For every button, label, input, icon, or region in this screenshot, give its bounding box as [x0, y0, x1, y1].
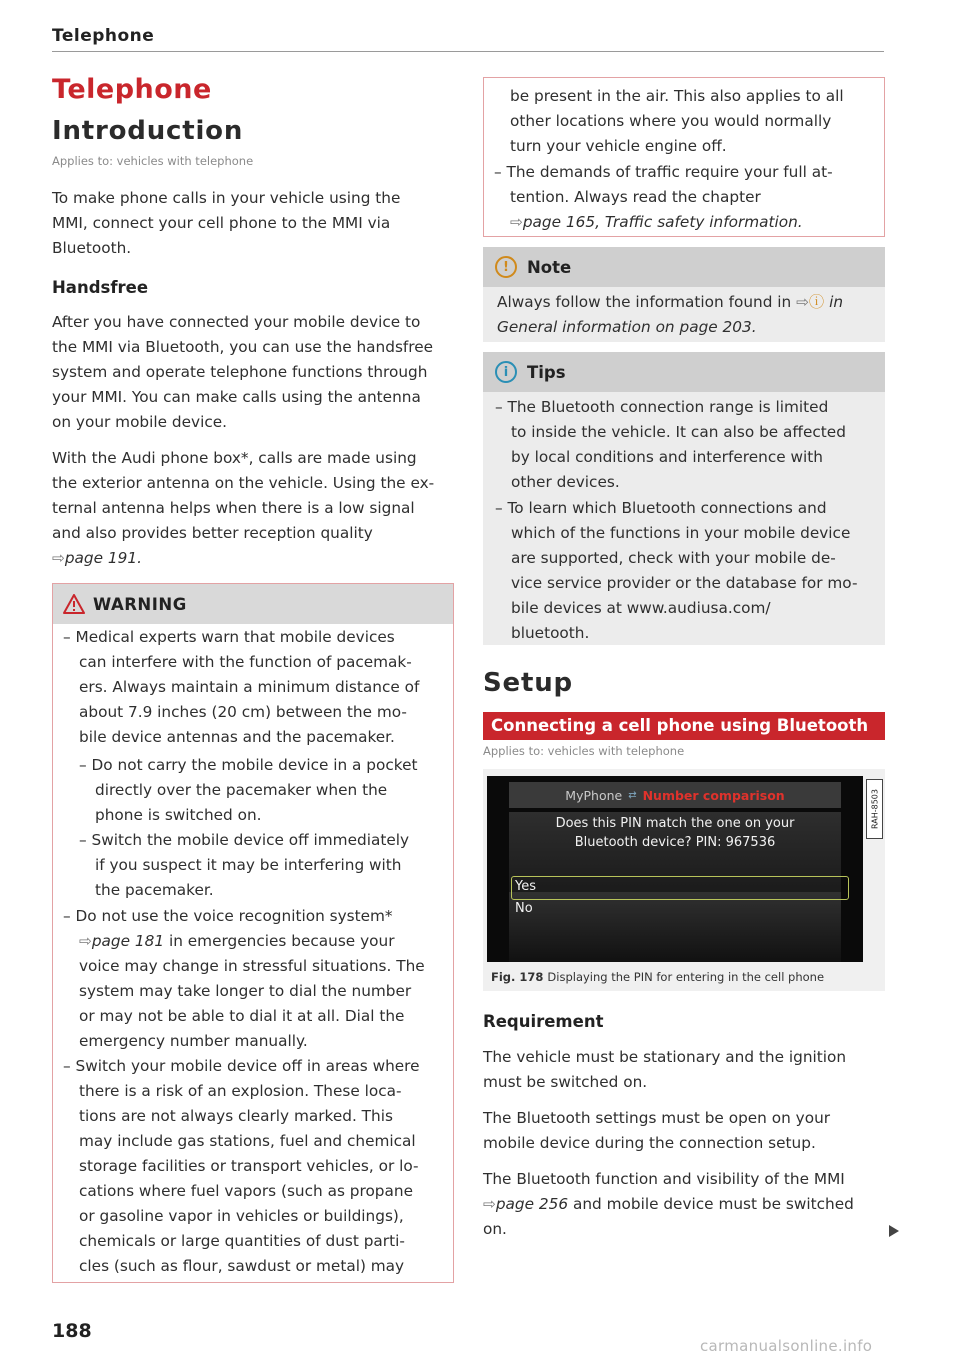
page-256-link[interactable] — [483, 1195, 568, 1213]
warning-line: may include gas stations, fuel and chemical — [79, 1132, 416, 1150]
warning-line: if you suspect it may be interfering with — [95, 856, 402, 874]
handsfree-line: your MMI. You can make calls using the antenna — [52, 388, 421, 406]
xref-text: page 256 — [495, 1195, 569, 1213]
warning-line-text: in emergencies because your — [168, 932, 395, 950]
phonebox-line: and also provides better reception quality — [52, 524, 373, 542]
phonebox-line: the exterior antenna on the vehicle. Using the ex- — [52, 474, 435, 492]
applies-note: Applies to: vehicles with telephone — [483, 744, 685, 758]
requirement-paragraph — [483, 1045, 846, 1095]
mmi-screen — [487, 776, 863, 962]
warning-triangle-icon — [63, 594, 85, 614]
warning-line: – Medical experts warn that mobile devices — [63, 628, 395, 646]
screen-title: Number comparison — [642, 787, 785, 803]
tips-box — [483, 352, 885, 645]
page-191-link[interactable] — [52, 546, 434, 571]
warning-continuation-box — [483, 77, 885, 237]
warning-line: – Switch your mobile device off in areas where — [63, 1057, 420, 1075]
warning-line: about 7.9 inches (20 cm) between the mo- — [79, 703, 407, 721]
warning-line: or gasoline vapor in vehicles or buildings), — [79, 1207, 404, 1225]
warning-line: cations where fuel vapors (such as propane — [79, 1182, 413, 1200]
section-title: Introduction — [52, 116, 244, 146]
warning-box — [52, 583, 454, 1283]
req-line — [483, 1192, 854, 1217]
warning-line: ers. Always maintain a minimum distance of — [79, 678, 420, 696]
figure-code: RAH-8503 — [870, 789, 879, 829]
warning-line: can interfere with the function of pacemak- — [79, 653, 412, 671]
arrow-right-icon: ⇨ — [796, 293, 809, 311]
caption-label: Fig. 178 — [491, 970, 544, 984]
continue-arrow-icon — [889, 1225, 899, 1237]
intro-paragraph — [52, 186, 400, 261]
figure-code-label — [866, 779, 883, 839]
warning-line: chemicals or large quantities of dust parti- — [79, 1232, 405, 1250]
req-line: The vehicle must be stationary and the ignition — [483, 1048, 847, 1066]
caption-text: Displaying the PIN for entering in the cell phone — [547, 970, 825, 984]
arrow-right-icon: ⇨ — [483, 1195, 496, 1213]
phone-name: MyPhone — [565, 787, 623, 803]
chapter-title: Telephone — [52, 74, 212, 105]
requirement-paragraph — [483, 1167, 854, 1242]
req-line: The Bluetooth function and visibility of the MMI — [483, 1170, 845, 1188]
section-bar: Connecting a cell phone using Bluetooth — [483, 712, 885, 740]
warning-line: storage facilities or transport vehicles, or lo- — [79, 1157, 419, 1175]
warning-line: be present in the air. This also applies to all — [510, 87, 844, 105]
note-box — [483, 247, 885, 342]
warning-line: tention. Always read the chapter — [510, 188, 761, 206]
figure-178 — [483, 769, 885, 991]
exclamation-circle-icon: ! — [495, 256, 517, 278]
arrow-right-icon: ⇨ — [52, 549, 65, 567]
intro-line: MMI, connect your cell phone to the MMI via — [52, 214, 391, 232]
tips-line: by local conditions and interference with — [511, 448, 823, 466]
req-line: on. — [483, 1220, 507, 1238]
header-rule — [52, 51, 884, 52]
warning-line: tions are not always clearly marked. This — [79, 1107, 393, 1125]
info-circle-icon: i — [495, 361, 517, 383]
warning-line: – The demands of traffic require your full at- — [494, 163, 833, 181]
exclamation-inline-icon: ⓘ — [808, 293, 825, 311]
note-text: Always follow the information found in — [497, 293, 797, 311]
req-text: and mobile device must be switched — [568, 1195, 854, 1213]
handsfree-line: on your mobile device. — [52, 413, 228, 431]
running-head: Telephone — [52, 26, 155, 46]
intro-line: To make phone calls in your vehicle using the — [52, 189, 401, 207]
note-ref-link[interactable] — [796, 293, 843, 311]
note-line — [497, 315, 757, 340]
tips-line: which of the functions in your mobile device — [511, 524, 851, 542]
page-number: 188 — [52, 1320, 92, 1342]
tips-line: are supported, check with your mobile de- — [511, 549, 836, 567]
selection-highlight — [511, 876, 849, 900]
warning-line: other locations where you would normally — [510, 112, 832, 130]
tips-line: bile devices at www.audiusa.com/ — [511, 599, 771, 617]
tips-line: vice service provider or the database for mo- — [511, 574, 858, 592]
warning-line: there is a risk of an explosion. These loca- — [79, 1082, 402, 1100]
warning-line: or may not be able to dial it at all. Dial the — [79, 1007, 405, 1025]
option-yes[interactable]: Yes — [515, 879, 536, 894]
handsfree-line: system and operate telephone functions through — [52, 363, 428, 381]
option-no[interactable]: No — [515, 901, 533, 916]
req-line: mobile device during the connection setup. — [483, 1134, 816, 1152]
tips-line: bluetooth. — [511, 624, 590, 642]
phonebox-line: ternal antenna helps when there is a low signal — [52, 499, 415, 517]
warning-line: – Do not carry the mobile device in a pocket — [79, 756, 418, 774]
tips-line: – The Bluetooth connection range is limited — [495, 398, 829, 416]
message-line: Does this PIN match the one on your — [555, 816, 795, 831]
intro-line: Bluetooth. — [52, 239, 132, 257]
arrow-right-icon: ⇨ — [510, 213, 523, 231]
note-line — [497, 290, 843, 315]
warning-line: voice may change in stressful situations. The — [79, 957, 425, 975]
xref-text: page 165, Traffic safety information. — [522, 213, 803, 231]
phonebox-line: With the Audi phone box*, calls are made using — [52, 449, 417, 467]
handsfree-heading: Handsfree — [52, 278, 149, 297]
req-line: must be switched on. — [483, 1073, 648, 1091]
note-header — [483, 247, 885, 287]
note-title: Note — [527, 257, 572, 277]
warning-line: emergency number manually. — [79, 1032, 308, 1050]
warning-line: – Do not use the voice recognition system* — [63, 907, 393, 925]
arrow-right-icon: ⇨ — [79, 932, 92, 950]
warning-line: bile device antennas and the pacemaker. — [79, 728, 395, 746]
applies-note: Applies to: vehicles with telephone — [52, 154, 254, 168]
handsfree-paragraph — [52, 310, 433, 435]
figure-caption — [491, 970, 824, 984]
xref-text: page 191. — [64, 549, 142, 567]
warning-line: – Switch the mobile device off immediately — [79, 831, 410, 849]
page-181-link[interactable] — [79, 932, 164, 950]
tips-title: Tips — [527, 362, 566, 382]
handsfree-line: the MMI via Bluetooth, you can use the handsfree — [52, 338, 434, 356]
bluetooth-icon: ⇄ — [628, 789, 637, 801]
warning-line: system may take longer to dial the number — [79, 982, 412, 1000]
setup-heading: Setup — [483, 668, 573, 698]
requirement-heading: Requirement — [483, 1012, 604, 1031]
warning-line: the pacemaker. — [95, 881, 214, 899]
screen-header — [509, 782, 841, 808]
xref-text: General information on page 203. — [497, 318, 757, 336]
tips-header — [483, 352, 885, 392]
watermark: carmanualsonline.info — [700, 1337, 873, 1355]
tips-line: – To learn which Bluetooth connections and — [495, 499, 827, 517]
page-165-link[interactable] — [510, 210, 803, 235]
warning-line: phone is switched on. — [95, 806, 262, 824]
warning-header — [53, 584, 453, 624]
xref-text: page 181 — [91, 932, 165, 950]
req-line: The Bluetooth settings must be open on your — [483, 1109, 831, 1127]
phonebox-paragraph — [52, 446, 434, 571]
message-line: Bluetooth device? PIN: 967536 — [574, 835, 776, 850]
warning-line-with-ref — [79, 929, 394, 954]
requirement-paragraph — [483, 1106, 830, 1156]
tips-line: other devices. — [511, 473, 620, 491]
warning-line: cles (such as flour, sawdust or metal) may — [79, 1257, 405, 1275]
warning-line: directly over the pacemaker when the — [95, 781, 388, 799]
handsfree-line: After you have connected your mobile device to — [52, 313, 421, 331]
tips-line: to inside the vehicle. It can also be affected — [511, 423, 846, 441]
warning-line: turn your vehicle engine off. — [510, 137, 727, 155]
warning-title: WARNING — [93, 594, 187, 614]
xref-text: in — [829, 293, 844, 311]
